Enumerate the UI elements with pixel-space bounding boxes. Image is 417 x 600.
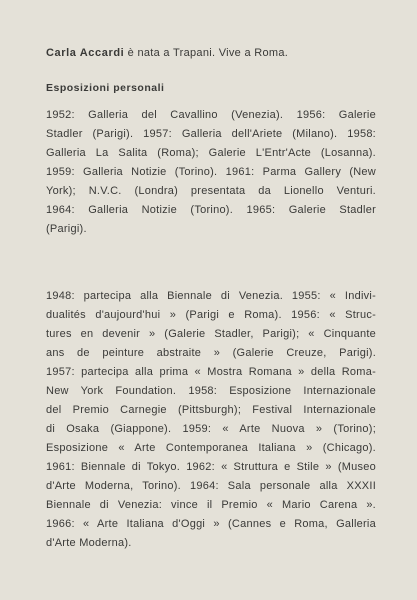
- text-line: York); N.V.C. (Londra) presentata da Lionello Venturi.: [46, 185, 376, 197]
- artist-name: Carla Accardi: [46, 47, 125, 59]
- text-line: 1959: Galleria Notizie (Torino). 1961: Parma Gallery (New: [46, 166, 376, 178]
- text-line: 1964: Galleria Notizie (Torino). 1965: Galerie Stadler: [46, 204, 376, 216]
- text-line: d'Arte Moderna, Torino). 1964: Sala personale alla XXXII: [46, 480, 376, 492]
- text-line: 1957: partecipa alla prima « Mostra Romana » della Roma-: [46, 366, 376, 378]
- text-line: Biennale di Venezia: vince il Premio « Mario Carena ».: [46, 499, 376, 511]
- text-line: Esposizione « Arte Contemporanea Italiana » (Chicago).: [46, 442, 376, 454]
- text-line: d'Arte Moderna).: [46, 537, 132, 549]
- group-exhibitions-paragraph: [46, 287, 376, 553]
- text-line: ans de peinture abstraite » (Galerie Creuze, Parigi).: [46, 347, 376, 359]
- text-line: tures en devenir » (Galerie Stadler, Parigi); « Cinquante: [46, 328, 376, 340]
- text-line: 1948: partecipa alla Biennale di Venezia. 1955: « Indivi-: [46, 290, 376, 302]
- text-line: 1952: Galleria del Cavallino (Venezia). 1956: Galerie: [46, 109, 376, 121]
- text-line: 1966: « Arte Italiana d'Oggi » (Cannes e Roma, Galleria: [46, 518, 376, 530]
- artist-bio-text: è nata a Trapani. Vive a Roma.: [124, 47, 289, 59]
- text-line: Stadler (Parigi). 1957: Galleria dell'Ariete (Milano). 1958:: [46, 128, 376, 140]
- artist-bio-line: [46, 47, 376, 59]
- text-line: (Parigi).: [46, 223, 87, 235]
- text-line: 1961: Biennale di Tokyo. 1962: « Struttura e Stile » (Museo: [46, 461, 376, 473]
- text-line: Galleria La Salita (Roma); Galerie L'Entr'Acte (Losanna).: [46, 147, 376, 159]
- text-line: del Premio Carnegie (Pittsburgh); Festival Internazionale: [46, 404, 376, 416]
- text-line: dualités d'aujourd'hui » (Parigi e Roma). 1956: « Struc-: [46, 309, 376, 321]
- text-line: New York Foundation. 1958: Esposizione Internazionale: [46, 385, 376, 397]
- solo-exhibitions-paragraph: [46, 106, 376, 239]
- section-heading: Esposizioni personali: [46, 82, 165, 94]
- text-line: di Osaka (Giappone). 1959: « Arte Nuova » (Torino);: [46, 423, 376, 435]
